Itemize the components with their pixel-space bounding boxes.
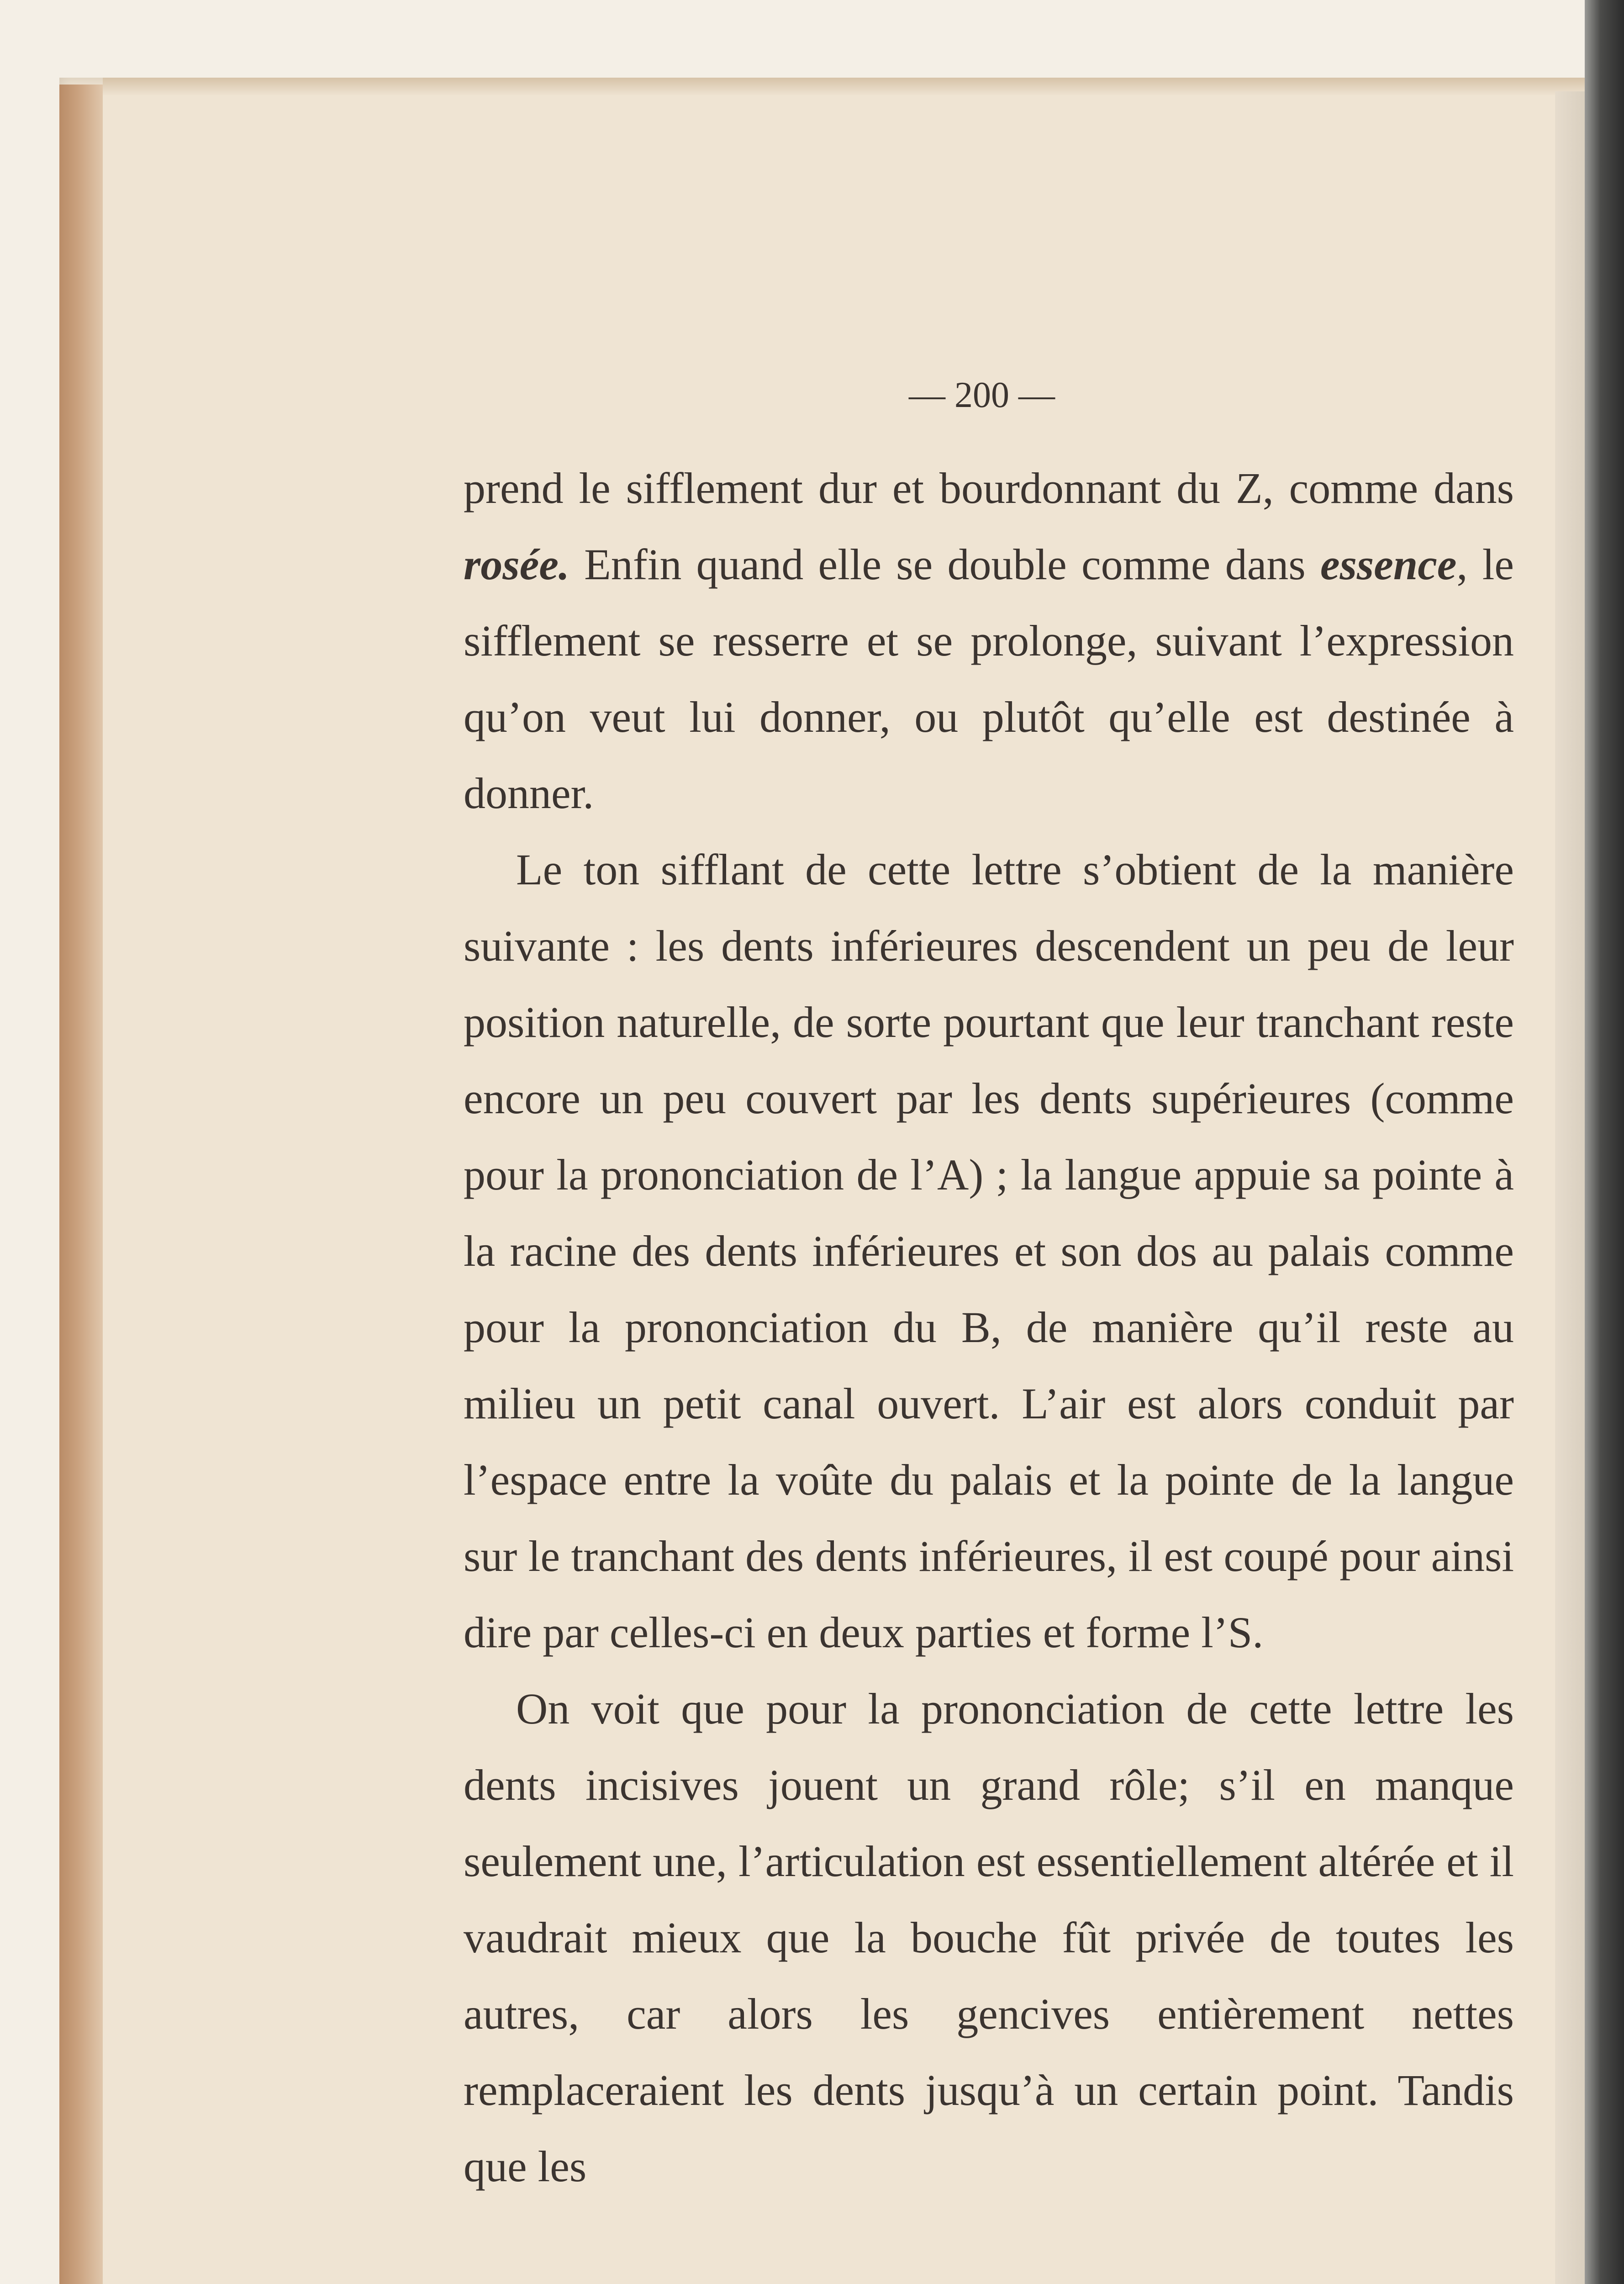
page-number: — 200 —	[909, 375, 1055, 415]
scanner-shadow	[1585, 0, 1624, 2284]
adjacent-page-edge	[1555, 91, 1585, 2284]
text-segment: Le ton sifflant de cette lettre s’obtient de la manière suivante : les dents inférieures descendent un peu de leur position naturelle, de sorte pourtant que leur tranchant reste encore un peu couvert par les dents supérieures (comme pour la prononciation de l’A) ; la langue appuie sa pointe à la racine des dents inférieures et son dos au palais comme pour la prononciation du B, de manière qu’il reste au milieu un petit canal ouvert. L’air est alors conduit par l’espace entre la voûte du palais et la pointe de la langue sur le tranchant des dents inférieures, il est coupé pour ainsi dire par celles-ci en deux parties et forme l’S.	[464, 845, 1514, 1657]
italic-word: rosée.	[464, 540, 569, 589]
page-top-edge	[103, 78, 1585, 96]
text-segment: , le sifflement se resserre et se prolonge, suivant l’expression qu’on veut lui donner, ou plutôt qu’elle est destinée à donner.	[464, 540, 1514, 818]
paragraph	[464, 450, 1514, 831]
page-binding-edge	[59, 85, 103, 2284]
text-segment: On voit que pour la prononciation de cette lettre les dents incisives jouent un grand rôle; s’il en manque seulement une, l’articulation est essentiellement altérée et il vaudrait mieux que la bouche fût privée de toutes les autres, car alors les gencives entièrement nettes remplaceraient les dents jusqu’à un certain point. Tandis que les	[464, 1684, 1514, 2191]
text-segment: Enfin quand elle se double comme dans	[569, 540, 1320, 589]
text-segment: prend le sifflement dur et bourdonnant du Z, comme dans	[464, 464, 1514, 513]
paragraph	[464, 831, 1514, 1671]
body-text	[464, 450, 1514, 2205]
italic-word: essence	[1320, 540, 1457, 589]
paragraph	[464, 1671, 1514, 2205]
